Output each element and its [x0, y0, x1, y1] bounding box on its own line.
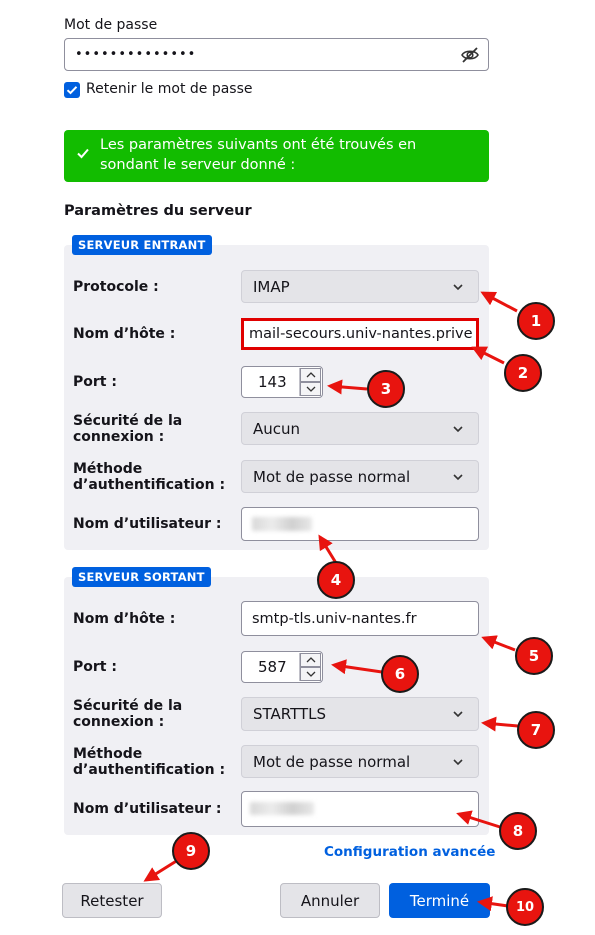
stepper-up-icon[interactable]: [300, 368, 321, 382]
server-settings-title: Paramètres du serveur: [64, 203, 252, 219]
outgoing-port-input[interactable]: [241, 651, 323, 683]
incoming-security-label-2: connexion :: [73, 429, 165, 445]
incoming-auth-label-1: Méthode: [73, 461, 143, 477]
outgoing-security-label-1: Sécurité de la: [73, 698, 183, 714]
outgoing-auth-label-1: Méthode: [73, 746, 143, 762]
stepper-up-icon[interactable]: [300, 653, 321, 667]
success-banner: [64, 130, 489, 182]
chevron-down-icon: [451, 470, 465, 484]
outgoing-hostname-label: Nom d’hôte :: [73, 611, 176, 627]
outgoing-tag: SERVEUR SORTANT: [72, 567, 211, 587]
remember-checkbox[interactable]: [64, 82, 80, 98]
stepper-down-icon[interactable]: [300, 667, 321, 681]
password-field[interactable]: [64, 38, 489, 71]
incoming-security-select[interactable]: [241, 412, 479, 445]
chevron-down-icon: [451, 755, 465, 769]
annotation-10: 10: [506, 888, 544, 926]
annotation-5: 5: [515, 637, 553, 675]
annotation-1: 1: [517, 302, 555, 340]
outgoing-hostname-value: smtp-tls.univ-nantes.fr: [252, 610, 417, 627]
outgoing-security-value: STARTTLS: [253, 705, 327, 723]
retest-button[interactable]: Retester: [62, 883, 162, 918]
password-label: Mot de passe: [64, 17, 158, 33]
outgoing-hostname-input[interactable]: [241, 601, 479, 636]
outgoing-security-select[interactable]: [241, 697, 479, 731]
outgoing-port-label: Port :: [73, 659, 117, 675]
incoming-port-input[interactable]: [241, 366, 323, 398]
incoming-hostname-input[interactable]: [241, 318, 479, 350]
annotation-3: 3: [367, 370, 405, 408]
outgoing-port-stepper[interactable]: [299, 653, 321, 681]
blurred-username: [250, 802, 314, 815]
remember-label: Retenir le mot de passe: [86, 81, 253, 97]
chevron-down-icon: [451, 707, 465, 721]
annotation-2: 2: [504, 354, 542, 392]
incoming-username-input[interactable]: [241, 507, 479, 541]
outgoing-port-value: 587: [258, 658, 287, 676]
incoming-hostname-label: Nom d’hôte :: [73, 326, 176, 342]
outgoing-auth-value: Mot de passe normal: [253, 752, 411, 771]
outgoing-username-input[interactable]: [241, 791, 479, 827]
outgoing-username-label: Nom d’utilisateur :: [73, 801, 222, 817]
cancel-button[interactable]: Annuler: [280, 883, 380, 918]
annotation-6: 6: [381, 655, 419, 693]
incoming-auth-select[interactable]: [241, 460, 479, 493]
incoming-port-label: Port :: [73, 374, 117, 390]
outgoing-auth-select[interactable]: [241, 745, 479, 778]
protocol-select[interactable]: [241, 270, 479, 303]
annotation-7: 7: [517, 711, 555, 749]
stepper-down-icon[interactable]: [300, 382, 321, 396]
incoming-auth-value: Mot de passe normal: [253, 467, 411, 486]
annotation-4: 4: [317, 561, 355, 599]
incoming-tag: SERVEUR ENTRANT: [72, 235, 212, 255]
advanced-config-link[interactable]: Configuration avancée: [324, 844, 496, 860]
protocol-value: IMAP: [253, 277, 290, 296]
outgoing-security-label-2: connexion :: [73, 714, 165, 730]
success-text-line2: sondant le serveur donné :: [100, 157, 296, 173]
incoming-username-label: Nom d’utilisateur :: [73, 516, 222, 532]
checkmark-icon: [64, 82, 80, 98]
check-icon: [76, 146, 90, 160]
incoming-port-stepper[interactable]: [299, 368, 321, 396]
incoming-port-value: 143: [258, 373, 287, 391]
incoming-security-label-1: Sécurité de la: [73, 413, 183, 429]
annotation-8: 8: [499, 812, 537, 850]
blurred-username: [252, 517, 312, 531]
annotation-9: 9: [172, 832, 210, 870]
incoming-security-value: Aucun: [253, 419, 301, 438]
success-text-line1: Les paramètres suivants ont été trouvés en: [100, 137, 417, 153]
protocol-label: Protocole :: [73, 279, 159, 295]
chevron-down-icon: [451, 422, 465, 436]
incoming-hostname-value: mail-secours.univ-nantes.prive: [249, 326, 473, 342]
chevron-down-icon: [451, 280, 465, 294]
done-button[interactable]: Terminé: [389, 883, 490, 918]
password-value: ••••••••••••••: [75, 47, 197, 62]
eye-slash-icon[interactable]: [460, 46, 480, 64]
outgoing-auth-label-2: d’authentification :: [73, 762, 226, 778]
incoming-auth-label-2: d’authentification :: [73, 477, 226, 493]
